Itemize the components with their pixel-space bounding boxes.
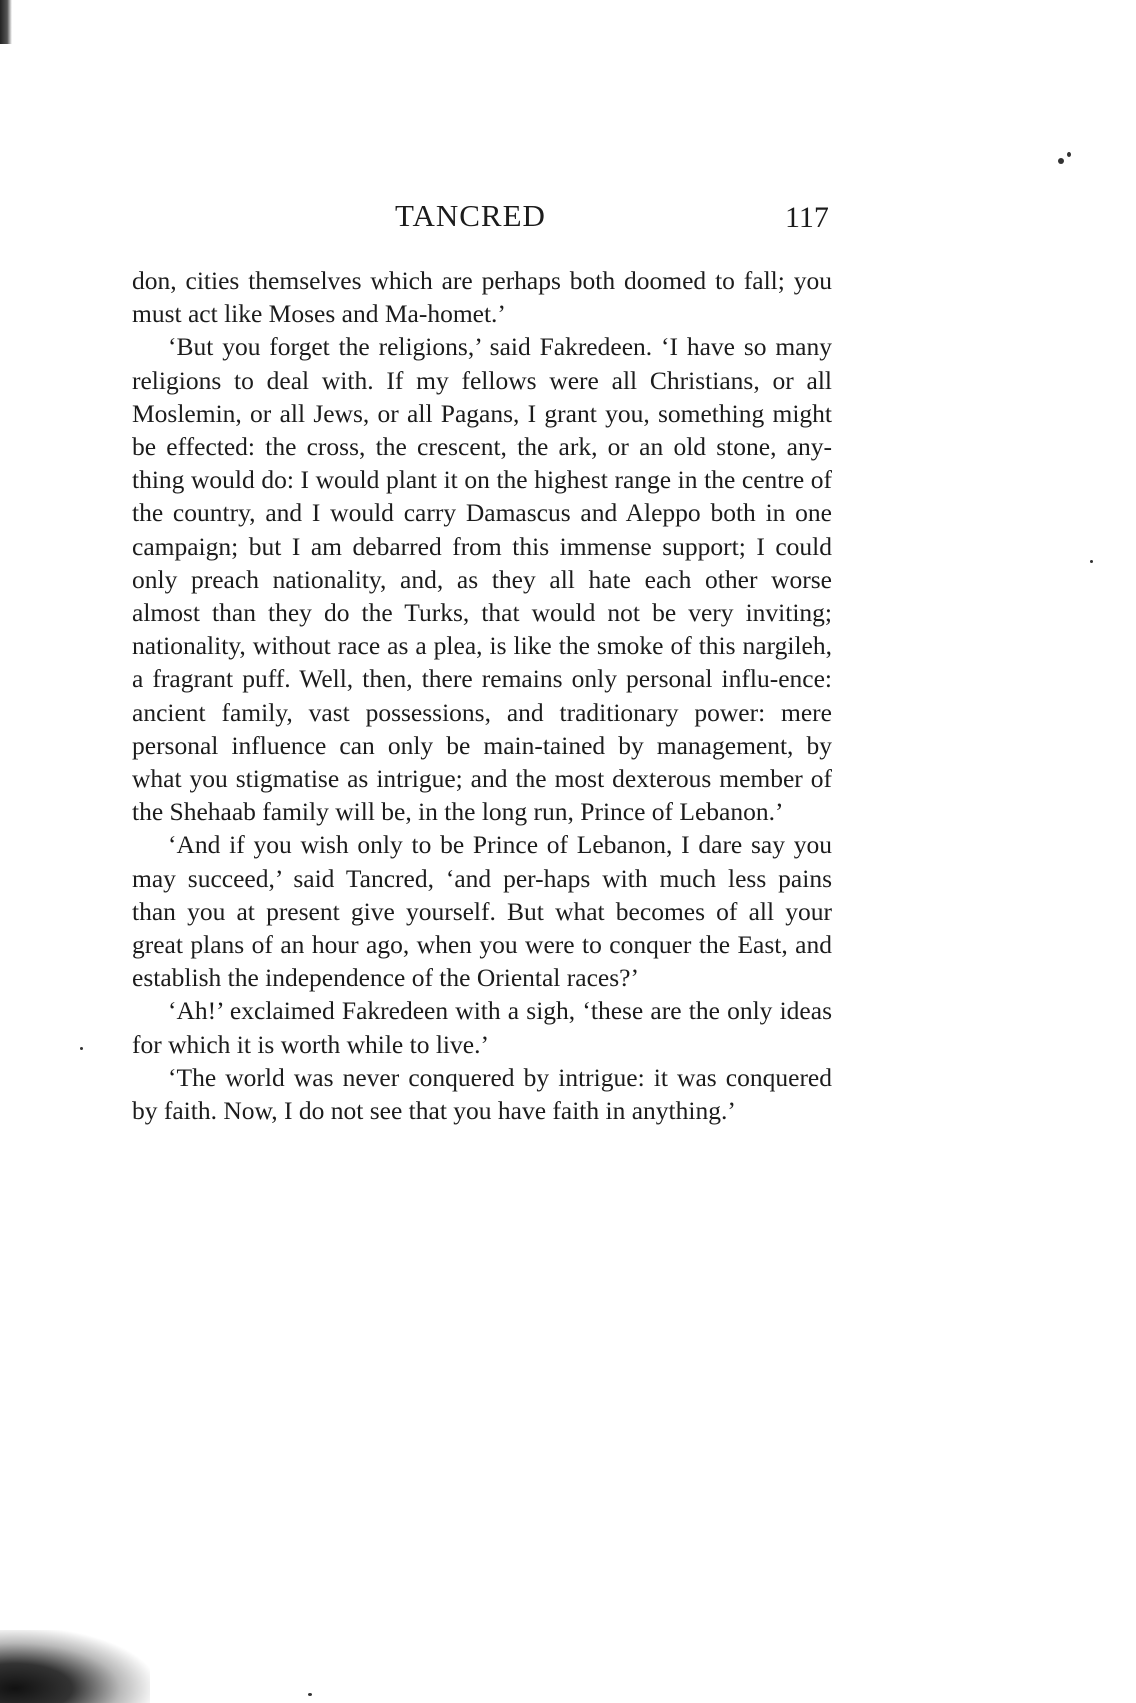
scan-edge-shadow-bottom (0, 1630, 150, 1703)
scan-speck (80, 1047, 83, 1050)
scan-speck (308, 1693, 312, 1696)
paragraph: ‘Ah!’ exclaimed Fakredeen with a sigh, ‘these are the only ideas for which it is worth while to live.’ (132, 996, 832, 1059)
body-text (132, 264, 832, 1127)
scan-edge-shadow-top (0, 0, 12, 44)
paragraph: ‘The world was never conquered by intrigue: it was conquered by faith. Now, I do not see that you have faith in anything.’ (132, 1062, 832, 1126)
paragraph: ‘But you forget the religions,’ said Fakredeen. ‘I have so many religions to deal with. If my fellows were all Christians, or all Moslemin, or all Jews, or all Pagans, I grant you, something might be effected: the cross, the crescent, the ark, or an old stone, any-thing would do: I would plant it on the highest range in the centre of the country, and I would carry Damascus and Aleppo both in one campaign; but I am debarred from this immense support; I could only preach nationality, and, as they all hate each other worse almost than they do the Turks, that would not be very inviting; nationality, without race as a plea, is like the smoke of this nargileh, a fragrant puff. Well, then, there remains only personal influ-ence: ancient family, vast possessions, and traditionary power: mere personal influence can only be main-tained by management, by what you stigmatise as intrigue; and the most dexterous member of the Shehaab family will be, in the long run, Prince of Lebanon.’ (132, 332, 832, 827)
page-number: 117 (785, 201, 829, 234)
running-title: TANCRED (395, 198, 546, 233)
scan-speck (1058, 158, 1064, 164)
scan-speck (1067, 152, 1071, 157)
paragraph: ‘And if you wish only to be Prince of Lebanon, I dare say you may succeed,’ said Tancred, ‘and per-haps with much less pains than you at present give yourself. But what becomes of all your great plans of an hour ago, when you were to conquer the East, and establish the independence of the Oriental races?’ (132, 830, 832, 993)
running-header (0, 196, 1136, 236)
paragraph-continuation: don, cities themselves which are perhaps both doomed to fall; you must act like Moses and Ma-homet.’ (132, 266, 832, 329)
scan-speck (1090, 560, 1093, 563)
